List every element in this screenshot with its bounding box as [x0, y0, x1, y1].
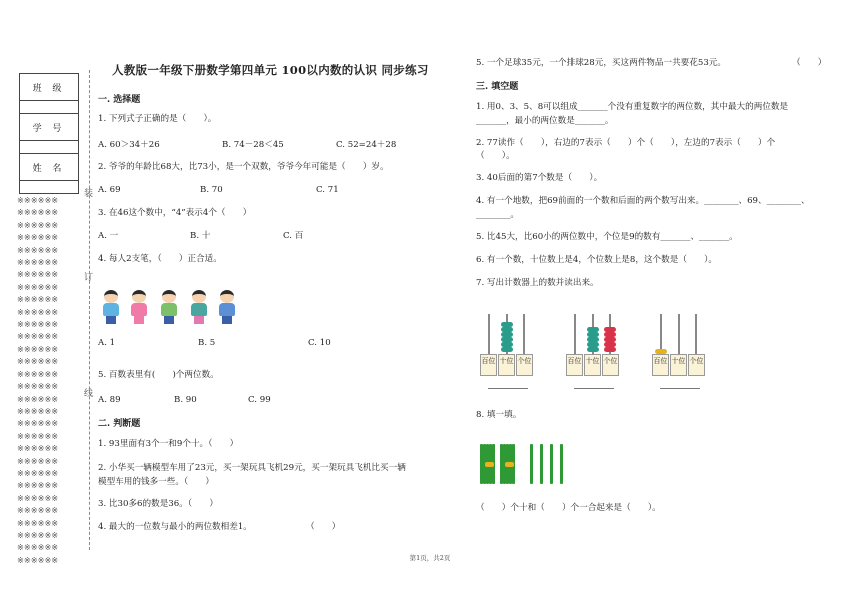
abacus-bead — [587, 347, 599, 352]
child-figure — [100, 290, 122, 324]
class-field-label: 班 级 — [20, 74, 79, 101]
seal-char-zhuang: 装 — [84, 189, 94, 199]
place-label-hundreds: 百位 — [652, 354, 669, 376]
fill-question-1-line2: _______，最小的两位数是_______。 — [476, 116, 614, 126]
choice-question-1: 1. 下列式子正确的是（ ）。 — [98, 114, 217, 124]
abacus-bead — [501, 347, 513, 352]
abacus-answer-line[interactable] — [488, 388, 528, 389]
fill-question-8-answer: （ ）个十和（ ）个一合起来是（ ）。 — [476, 503, 661, 513]
abacus-answer-line[interactable] — [660, 388, 700, 389]
fill-question-7: 7. 写出计数器上的数并读出来。 — [476, 278, 599, 288]
binding-dash-line — [89, 70, 90, 550]
judge-question-2-line1: 2. 小华买一辆模型车用了23元，买一架玩具飞机29元，买一架玩具飞机比买一辆 — [98, 463, 406, 473]
child-figure — [188, 290, 210, 324]
abacus-rod — [695, 314, 697, 358]
name-field-label: 姓 名 — [20, 154, 79, 181]
choice-q1-opt-c[interactable]: C. 52=24＋28 — [336, 140, 397, 150]
choice-q5-opt-a[interactable]: A. 89 — [98, 395, 121, 405]
choice-question-2: 2. 爷爷的年龄比68大，比73小，是一个双数，爷爷今年可能是（ ）岁。 — [98, 162, 389, 172]
name-field-blank[interactable] — [20, 181, 79, 194]
fill-question-8: 8. 填一填。 — [476, 410, 522, 420]
section-judge-heading: 二. 判断题 — [98, 419, 141, 429]
fill-question-4-line2: ________。 — [476, 210, 519, 220]
student-number-field-blank[interactable] — [20, 141, 79, 154]
fill-question-3: 3. 40后面的第7个数是（ ）。 — [476, 173, 603, 183]
fill-question-2-line2: （ ）。 — [476, 151, 515, 161]
abacus-answer-line[interactable] — [574, 388, 614, 389]
single-stick — [550, 444, 553, 484]
place-label-tens: 十位 — [498, 354, 515, 376]
abacus-rod — [678, 314, 680, 358]
choice-q4-opt-a[interactable]: A. 1 — [98, 338, 116, 348]
student-number-field-label: 学 号 — [20, 114, 79, 141]
choice-question-3: 3. 在46这个数中，“4”表示4个（ ） — [98, 208, 252, 218]
abacus-3 — [652, 314, 722, 394]
child-figure — [216, 290, 238, 324]
choice-q4-opt-c[interactable]: C. 10 — [308, 338, 331, 348]
counting-sticks-illustration — [480, 444, 580, 488]
judge-question-1: 1. 93里面有3个一和9个十。（ ） — [98, 439, 239, 449]
choice-q2-opt-a[interactable]: A. 69 — [98, 185, 121, 195]
choice-q5-opt-b[interactable]: B. 90 — [174, 395, 197, 405]
place-label-hundreds: 百位 — [566, 354, 583, 376]
child-figure — [128, 290, 150, 324]
judge-question-2-line2: 模型车用的钱多一些。（ ） — [98, 477, 215, 487]
section-choice-heading: 一. 选择题 — [98, 95, 141, 105]
choice-q5-opt-c[interactable]: C. 99 — [248, 395, 271, 405]
place-label-ones: 个位 — [602, 354, 619, 376]
place-label-ones: 个位 — [688, 354, 705, 376]
seal-char-ding: 订 — [84, 273, 94, 283]
choice-question-4: 4. 每人2支笔，（ ）正合适。 — [98, 254, 222, 264]
choice-q3-opt-a[interactable]: A. 一 — [98, 231, 119, 241]
fill-question-1-line1: 1. 用0、3、5、8可以组成_______个没有重复数字的两位数，其中最大的两位数是 — [476, 102, 789, 112]
bundle-tie — [505, 462, 514, 467]
choice-q1-opt-a[interactable]: A. 60＞34＋26 — [98, 140, 160, 150]
choice-q2-opt-b[interactable]: B. 70 — [200, 185, 223, 195]
child-figure — [158, 290, 180, 324]
judge-question-3: 3. 比30多6的数是36。（ ） — [98, 499, 218, 509]
choice-q1-opt-b[interactable]: B. 74－28＜45 — [222, 140, 284, 150]
judge-question-4: 4. 最大的一位数与最小的两位数相差1。 — [98, 522, 252, 532]
abacus-2 — [566, 314, 636, 394]
place-label-tens: 十位 — [670, 354, 687, 376]
seal-char-xian: 线 — [84, 389, 94, 399]
decorative-star-pattern: ※※※※※※ ※※※※※※ ※※※※※※ ※※※※※※ ※※※※※※ ※※※※※※ ※※※※※※ ※※※※※※ ※※※※※※ ※※※※※※ ※※※※※※ ※※※※※※ ※※※※※※ ※※※※※※ ※※※※※※ ※※※※※※ ※※※※※※ ※※※※※※ ※※※※※※ ※※※※※※ ※※※※※※ ※※※※※※ ※※※※※※ ※※※※※※ ※※※※※※ ※※※※※※ ※※※※※※ ※※※※※※ ※※※※※※ ※※※※※※ — [17, 195, 59, 565]
class-field-blank[interactable] — [20, 101, 79, 114]
abacus-rod — [523, 314, 525, 358]
choice-q3-opt-b[interactable]: B. 十 — [190, 231, 211, 241]
choice-q4-opt-b[interactable]: B. 5 — [198, 338, 216, 348]
page-footer: 第1页，共2页 — [409, 554, 451, 562]
abacus-bead — [604, 347, 616, 352]
place-label-ones: 个位 — [516, 354, 533, 376]
fill-question-5: 5. 比45大，比60小的两位数中，个位是9的数有_______、_______。 — [476, 232, 738, 242]
student-info-table — [19, 73, 79, 194]
single-stick — [560, 444, 563, 484]
place-label-hundreds: 百位 — [480, 354, 497, 376]
place-label-tens: 十位 — [584, 354, 601, 376]
single-stick — [530, 444, 533, 484]
page-title: 人教版一年级下册数学第四单元 100以内数的认识 同步练习 — [112, 63, 429, 77]
choice-question-5: 5. 百数表里有( )个两位数。 — [98, 370, 219, 380]
fill-question-2-line1: 2. 77读作（ ），右边的7表示（ ）个（ ），左边的7表示（ ）个 — [476, 138, 776, 148]
abacus-rod — [488, 314, 490, 358]
abacus-1 — [480, 314, 550, 394]
abacus-rod — [574, 314, 576, 358]
choice-q2-opt-c[interactable]: C. 71 — [316, 185, 339, 195]
judge-q5-answer-blank[interactable]: （ ） — [792, 58, 827, 68]
children-illustration — [98, 290, 238, 324]
section-fill-heading: 三. 填空题 — [476, 82, 519, 92]
choice-q3-opt-c[interactable]: C. 百 — [283, 231, 304, 241]
fill-question-4-line1: 4. 有一个地数，把69前面的一个数和后面的两个数写出来。________、69、________、 — [476, 196, 810, 206]
fill-question-6: 6. 有一个数，十位数上是4，个位数上是8，这个数是（ ）。 — [476, 255, 718, 265]
single-stick — [540, 444, 543, 484]
judge-question-5: 5. 一个足球35元，一个排球28元，买这两件物品一共要花53元。 — [476, 58, 726, 68]
bundle-tie — [485, 462, 494, 467]
judge-q4-answer-blank[interactable]: （ ） — [306, 522, 341, 532]
